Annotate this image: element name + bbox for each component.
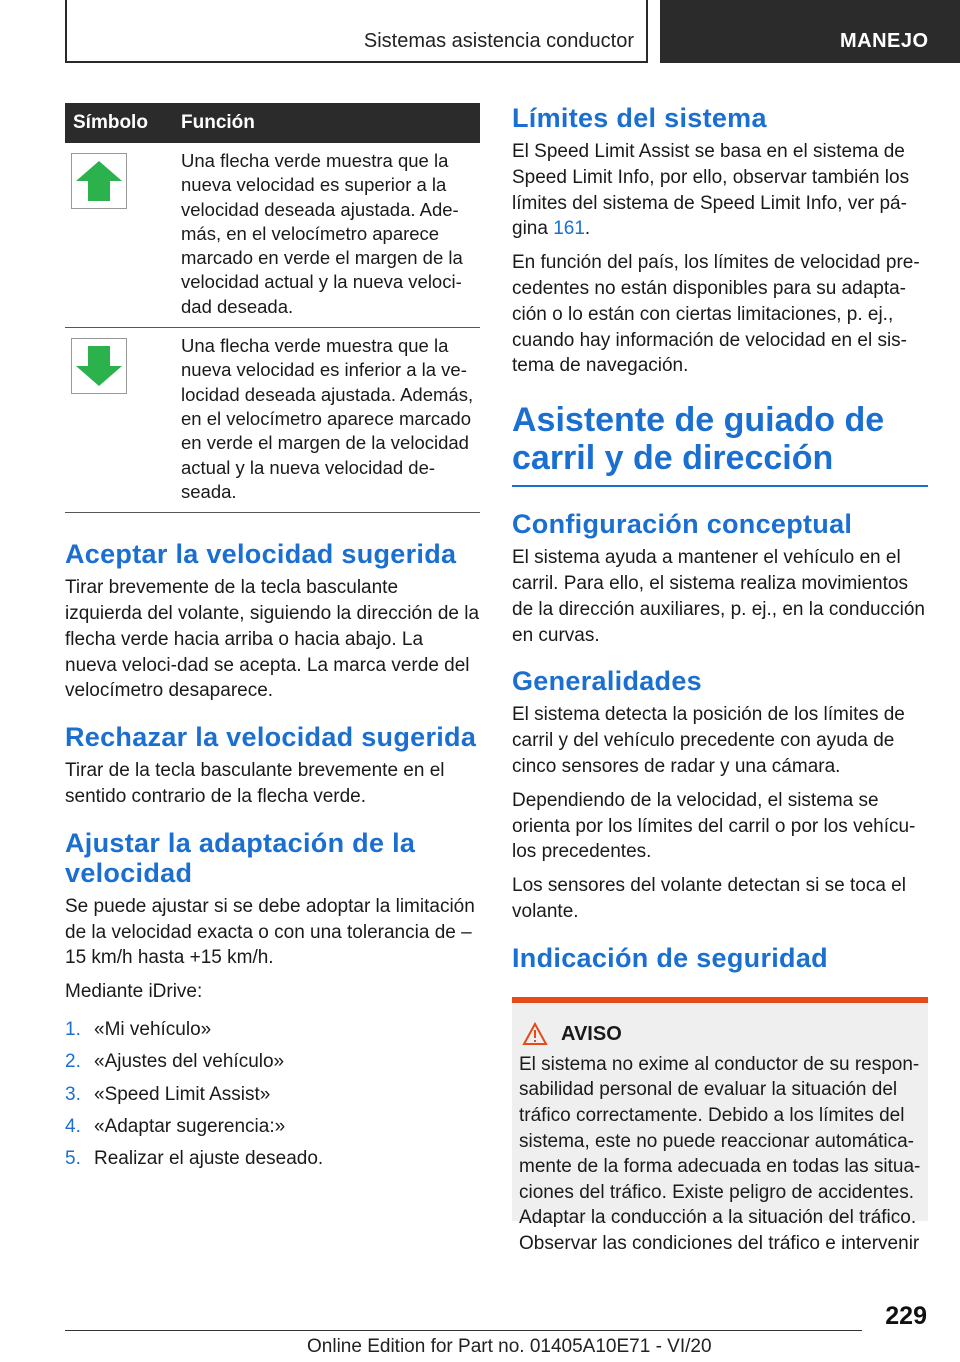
general-text-1: El sistema detecta la posición de los límites de carril y del vehículo precedente con ayuda de cinco sensores de radar y una cámara. [512, 704, 905, 777]
system-limits-text [512, 139, 928, 242]
table-cell-function: Una flecha verde muestra que la nueva velocidad es inferior a la ve-locidad deseada ajustada. Además, en el velocímetro aparece marcado en verde el margen de la velocidad actual y la nueva velocidad de-seada. [167, 328, 480, 513]
table-cell-symbol [65, 328, 167, 513]
table-header-symbol: Símbolo [65, 103, 167, 143]
system-limits-text-part: El Speed Limit Assist se basa en el sistema de Speed Limit Info, por ello, observar también los límites del sistema de Speed Limit Info, ver pá-gina [512, 141, 910, 240]
system-limits-heading: Límites del sistema [512, 103, 767, 133]
footer-edition: Online Edition for Part no. 01405A10E71 - VI/20 [307, 1336, 712, 1357]
general-text-2: Dependiendo de la velocidad, el sistema se orienta por los límites del carril o por los vehícu-los precedentes. [512, 789, 916, 863]
adjust-speed-heading: Ajustar la adaptación de la velocidad [65, 827, 416, 888]
table-cell-function: Una flecha verde muestra que la nueva velocidad es superior a la velocidad deseada ajustada. Ade-más, en el velocímetro aparece marcado en verde el margen de la velocidad actual y la nueva veloci-dad deseada. [167, 143, 480, 328]
accept-speed-text: Tirar brevemente de la tecla basculante izquierda del volante, siguiendo la dirección de la flecha verde hacia arriba o hacia abajo. La nueva veloci-dad se acepta. La marca verde del velocímetro desaparece. [65, 577, 480, 702]
table-header-row [65, 103, 480, 143]
green-arrow-up-icon [71, 153, 127, 209]
header-section-title: Sistemas asistencia conductor [363, 30, 634, 52]
safety-heading: Indicación de seguridad [512, 942, 828, 973]
symbol-table [65, 103, 480, 513]
step-text: «Adaptar sugerencia:» [94, 1115, 286, 1137]
table-cell-symbol [65, 143, 167, 328]
lane-assistant-heading: Asistente de guiado de carril y de dirección [512, 401, 885, 478]
system-limits-text-end: . [584, 218, 591, 240]
reject-speed-text: Tirar de la tecla basculante brevemente en el sentido contrario de la flecha verde. [65, 760, 445, 807]
page-link-161[interactable]: 161 [553, 218, 585, 240]
step-number: 3. [65, 1083, 81, 1105]
list-item [65, 1146, 480, 1172]
step-text: «Ajustes del vehículo» [94, 1051, 285, 1073]
warning-text: El sistema no exime al conductor de su respon-sabilidad personal de evaluar la situación del tráfico correctamente. Debido a los límites del sistema, este no puede reaccionar automática-mente de la forma adecuada en todas las situa-ciones del tráfico. Existe peligro de accidentes. Adaptar la conducción a la situación del tráfico. Observar las condiciones del tráfico e intervenir [519, 1053, 921, 1254]
left-column [65, 103, 480, 1178]
table-header-function: Función [167, 103, 480, 143]
header-chapter-tab [660, 0, 960, 63]
header-section-box [65, 0, 648, 63]
warning-header [519, 1023, 922, 1046]
step-text: «Speed Limit Assist» [94, 1083, 271, 1105]
general-text-3: Los sensores del volante detectan si se toca el volante. [512, 875, 906, 922]
right-column [512, 103, 928, 1254]
idrive-label: Mediante iDrive: [65, 981, 203, 1003]
list-item [65, 1049, 480, 1075]
step-text: «Mi vehículo» [94, 1018, 212, 1040]
list-item [65, 1114, 480, 1140]
list-item [65, 1017, 480, 1043]
list-item [65, 1082, 480, 1108]
concept-text: El sistema ayuda a mantener el vehículo en el carril. Para ello, el sistema realiza movimientos de la dirección auxiliares, p. ej., en la conducción en curvas. [512, 547, 925, 646]
heading-rule [512, 485, 928, 487]
accept-speed-heading: Aceptar la velocidad sugerida [65, 539, 457, 570]
footer-divider [65, 1330, 862, 1331]
general-heading: Generalidades [512, 666, 702, 697]
step-number: 5. [65, 1148, 81, 1170]
idrive-steps-list [65, 1017, 480, 1172]
reject-speed-heading: Rechazar la velocidad sugerida [65, 722, 477, 753]
warning-box [512, 997, 928, 1254]
system-limits-text-2: En función del país, los límites de velocidad pre-cedentes no están disponibles para su adapta-ción o lo están con ciertas limitaciones, p. ej., cuando hay información de velocidad en el sis-tema de navegación. [512, 252, 920, 377]
green-arrow-down-icon [71, 338, 127, 394]
step-number: 2. [65, 1051, 81, 1073]
step-number: 1. [65, 1018, 81, 1040]
step-number: 4. [65, 1115, 81, 1137]
warning-triangle-icon [523, 1023, 547, 1045]
step-text: Realizar el ajuste deseado. [94, 1148, 324, 1170]
table-row [65, 143, 480, 328]
table-row [65, 328, 480, 513]
adjust-speed-text: Se puede ajustar si se debe adoptar la limitación de la velocidad exacta o con una tolerancia de –15 km/h hasta +15 km/h. [65, 895, 475, 969]
page-number: 229 [885, 1302, 927, 1330]
header-chapter-title: MANEJO [840, 30, 929, 52]
warning-label: AVISO [561, 1022, 622, 1045]
concept-heading: Configuración conceptual [512, 509, 853, 540]
